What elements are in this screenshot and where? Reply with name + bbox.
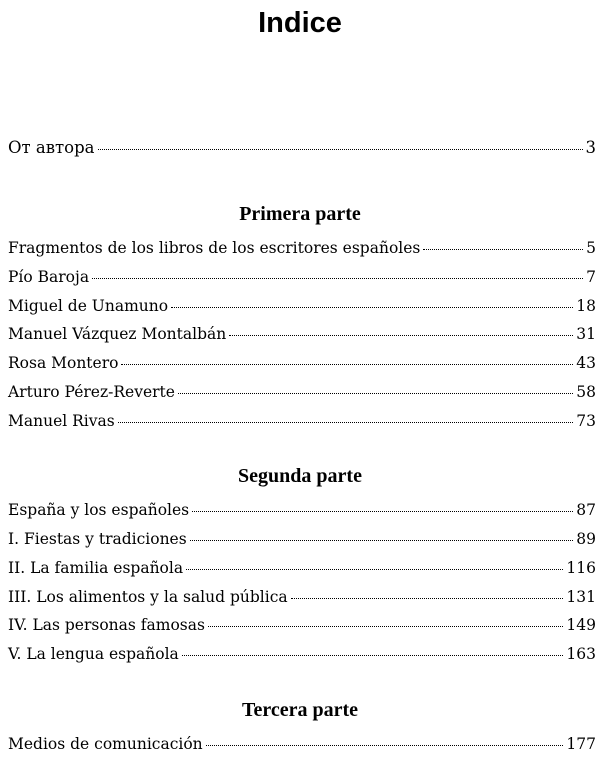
dot-leader: [118, 422, 574, 423]
toc-entry-title: I. Fiestas y tradiciones: [8, 530, 187, 548]
dot-leader: [192, 511, 573, 512]
toc-entry-title: Manuel Vázquez Montalbán: [8, 325, 227, 343]
toc-entry-title: Manuel Rivas: [8, 412, 115, 430]
toc-entry[interactable]: [8, 349, 596, 377]
dot-leader: [186, 569, 563, 570]
toc-entry-page: 3: [585, 138, 596, 157]
toc-entry[interactable]: [8, 583, 596, 611]
toc-entry-page: 163: [566, 645, 596, 663]
toc-entry-title: II. La familia española: [8, 559, 184, 577]
toc-entry[interactable]: [8, 378, 596, 406]
toc-entry[interactable]: [8, 525, 596, 553]
toc-entry[interactable]: [8, 640, 596, 668]
toc-entry-page: 116: [566, 559, 596, 577]
toc-entry-title: España y los españoles: [8, 501, 190, 519]
dot-leader: [423, 249, 583, 250]
dot-leader: [190, 540, 574, 541]
toc-entry-title: Fragmentos de los libros de los escritores españoles: [8, 239, 421, 257]
toc-entry[interactable]: [8, 234, 596, 262]
part-heading-primera: Primera parte: [239, 203, 361, 225]
toc-entry-title: Rosa Montero: [8, 354, 119, 372]
toc-entry-page: 43: [576, 354, 596, 372]
dot-leader: [208, 626, 563, 627]
toc-entry-title: V. La lengua española: [8, 645, 179, 663]
toc-entry-page: 31: [576, 325, 596, 343]
toc-entry-title: Pío Baroja: [8, 268, 90, 286]
toc-entry[interactable]: [8, 320, 596, 348]
dot-leader: [229, 335, 573, 336]
dot-leader: [206, 745, 564, 746]
toc-entry-page: 131: [566, 588, 596, 606]
toc-entry[interactable]: [8, 292, 596, 320]
toc-entry-page: 7: [586, 268, 596, 286]
dot-leader: [98, 149, 583, 150]
toc-entry-page: 149: [566, 616, 596, 634]
toc-entry-page: 89: [576, 530, 596, 548]
toc-entry[interactable]: [8, 263, 596, 291]
toc-entry[interactable]: [8, 730, 596, 758]
toc-entry-page: 177: [566, 735, 596, 753]
dot-leader: [182, 655, 564, 656]
toc-entry-title: IV. Las personas famosas: [8, 616, 205, 634]
toc-entry[interactable]: [8, 496, 596, 524]
part-heading-segunda: Segunda parte: [238, 465, 362, 487]
dot-leader: [291, 598, 564, 599]
page-title: Indice: [258, 7, 342, 39]
toc-entry-title: Arturo Pérez-Reverte: [8, 383, 175, 401]
toc-entry-page: 73: [576, 412, 596, 430]
toc-entry-title: III. Los alimentos y la salud pública: [8, 588, 288, 606]
toc-entry[interactable]: [8, 611, 596, 639]
dot-leader: [92, 278, 583, 279]
dot-leader: [121, 364, 573, 365]
toc-entry-title: Medios de comunicación: [8, 735, 203, 753]
dot-leader: [178, 393, 573, 394]
toc-entry[interactable]: [8, 407, 596, 435]
toc-entry-page: 58: [576, 383, 596, 401]
toc-entry-preface[interactable]: [8, 134, 596, 162]
toc-entry-title: Miguel de Unamuno: [8, 297, 169, 315]
toc-entry-page: 87: [576, 501, 596, 519]
toc-entry-page: 18: [576, 297, 596, 315]
dot-leader: [171, 307, 573, 308]
toc-entry-page: 5: [586, 239, 596, 257]
toc-entry-title: От автора: [8, 138, 95, 157]
toc-entry[interactable]: [8, 554, 596, 582]
part-heading-tercera: Tercera parte: [241, 699, 359, 721]
